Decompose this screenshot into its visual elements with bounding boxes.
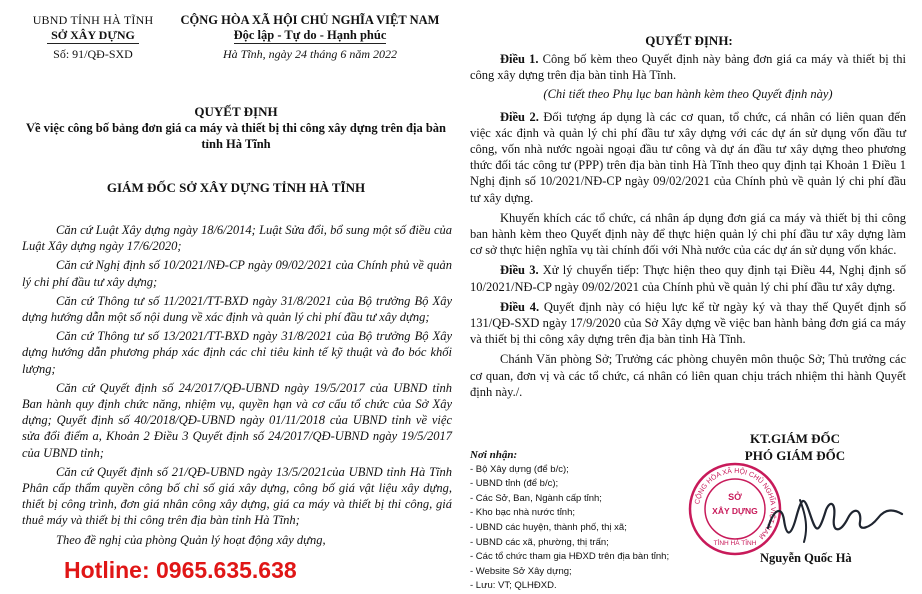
article-2-text: Đối tượng áp dụng là các cơ quan, tổ chức, cá nhân có liên quan đến việc xác định và quản lý chi phí đầu tư xây dựng với các dự án sử dụng vốn đầu tư công, vốn nhà nước ngoài ngoại đầu tư công và dự án đầu tư xây dựng theo phương thức đối tác công tư (PPP) trên địa bàn tỉnh Hà Tĩnh theo quy định tại Khoản 1 Điều 1 Nghị định số 10/2021/NĐ-CP ngày 09/02/2021 của Chính phủ về quản lý chi phí đầu tư xây dựng.: [470, 109, 906, 205]
article-2: [470, 109, 906, 206]
svg-text:XÂY DỰNG: XÂY DỰNG: [712, 506, 758, 516]
preamble-item: Căn cứ Luật Xây dựng ngày 18/6/2014; Luật Sửa đổi, bổ sung một số điều của Luật Xây dựng ngày 17/6/2020;: [22, 223, 452, 254]
decision-heading: QUYẾT ĐỊNH:: [645, 33, 733, 48]
articles: [470, 51, 906, 400]
article-4-text: Quyết định này có hiệu lực kể từ ngày ký và thay thế Quyết định số 131/QĐ-SXD ngày 17/9/2020 của Sở Xây dựng về việc ban hành bảng đơn giá ca máy và thiết bị thi công xây dựng trên địa bàn tỉnh Hà Tĩnh.: [470, 299, 906, 347]
header-number: Số: 91/QĐ-SXD: [53, 47, 133, 61]
header-nation: CỘNG HÒA XÃ HỘI CHỦ NGHĨA VIỆT NAM: [180, 13, 440, 27]
header-dept: SỞ XÂY DỰNG: [18, 28, 168, 44]
svg-text:SỞ: SỞ: [728, 492, 742, 502]
title-block: [18, 104, 454, 152]
recipient-item: - UBND tỉnh (để b/c);: [470, 478, 559, 490]
article-3-text: Xử lý chuyển tiếp: Thực hiện theo quy định tại Điều 44, Nghị định số 10/2021/NĐ-CP ngày 09/02/2021 của Chính phủ về quản lý chi phí đầu tư xây dựng.: [470, 263, 907, 294]
title-subject-line1: Về việc công bố bảng đơn giá ca máy và thiết bị thi công xây dựng trên địa bàn: [25, 121, 446, 135]
article-2-label: Điều 2.: [500, 109, 539, 124]
preamble-item: Theo đề nghị của phòng Quản lý hoạt động xây dựng,: [56, 532, 326, 547]
signature-line1: KT.GIÁM ĐỐC: [749, 431, 841, 446]
recipients-heading: Nơi nhận:: [470, 449, 518, 461]
recipient-item: - Kho bạc nhà nước tỉnh;: [470, 507, 576, 519]
article-1: [470, 51, 906, 83]
article-4-label: Điều 4.: [500, 299, 540, 314]
article-4: [470, 299, 906, 348]
header-motto: Độc lập - Tự do - Hạnh phúc: [233, 28, 387, 42]
article-3: [470, 262, 906, 294]
article-4-extra: Chánh Văn phòng Sở; Trưởng các phòng chuyên môn thuộc Sở; Thủ trưởng các cơ quan, đơn vị và các tổ chức, cá nhân có liên quan chịu trách nhiệm thi hành Quyết định này./.: [470, 352, 906, 399]
preamble-item: Căn cứ Thông tư số 11/2021/TT-BXD ngày 31/8/2021 của Bộ trưởng Bộ Xây dựng hướng dẫn một số nội dung về xác định và quản lý chi phí đầu tư xây dựng;: [22, 293, 452, 325]
signer-name: Nguyễn Quốc Hà: [760, 551, 852, 565]
recipient-item: - UBND các xã, phường, thị trấn;: [470, 536, 609, 548]
preamble: [22, 222, 452, 548]
signature-title: [695, 430, 895, 464]
handwritten-signature: [760, 488, 910, 548]
header-org: UBND TỈNH HÀ TĨNH: [32, 13, 154, 27]
svg-text:CỘNG HÒA XÃ HỘI CHỦ NGHĨA VIỆT: CỘNG HÒA XÃ HỘI CHỦ NGHĨA VIỆT NAM: [694, 467, 777, 540]
header-nation-block: [170, 13, 450, 62]
preamble-item: Căn cứ Quyết định số 21/QĐ-UBND ngày 13/5/2021của UBND tỉnh Hà Tĩnh Phân cấp thẩm quyền công bố chỉ số giá xây dựng, công bố giá vật liệu xây dựng, thiết bị công trình, đơn giá nhân công xây dựng, giá ca máy và thiết bị thi công, giá thuê máy và thiết bị thi công trên địa bàn tỉnh Hà Tĩnh;: [22, 464, 452, 528]
svg-text:TỈNH HÀ TĨNH: TỈNH HÀ TĨNH: [713, 540, 757, 547]
recipients: [470, 448, 680, 594]
hotline-text[interactable]: Hotline: 0965.635.638: [64, 557, 297, 583]
article-1-note: (Chi tiết theo Phụ lục ban hành kèm theo Quyết định này): [543, 87, 833, 102]
recipient-item: - UBND các huyện, thành phố, thị xã;: [470, 521, 627, 533]
article-2-extra: Khuyến khích các tổ chức, cá nhân áp dụng đơn giá ca máy và thiết bị thi công ban hành kèm theo Quyết định này để thực hiện quản lý chi phí đầu tư xây dựng làm cơ sở thực hiện nghĩa vụ tài chính đối với Nhà nước của các dự án sử dụng vốn khác.: [470, 210, 906, 258]
recipient-item: - Các Sở, Ban, Ngành cấp tỉnh;: [470, 492, 602, 504]
title-subject-line2: tỉnh Hà Tĩnh: [201, 137, 271, 151]
header-org-block: [18, 13, 168, 62]
article-1-label: Điều 1.: [500, 52, 539, 66]
recipient-item: - Các tổ chức tham gia HĐXD trên địa bàn tỉnh;: [470, 551, 670, 563]
preamble-item: Căn cứ Thông tư số 13/2021/TT-BXD ngày 31/8/2021 của Bộ trưởng Bộ Xây dựng hướng dẫn phương pháp xác định các chỉ tiêu kinh tế kỹ thuật và đo bóc khối lượng;: [22, 329, 452, 376]
article-1-text: Công bố kèm theo Quyết định này bảng đơn giá ca máy và thiết bị thi công xây dựng trên địa bàn tỉnh Hà Tĩnh.: [470, 52, 907, 83]
preamble-item: Căn cứ Quyết định số 24/2017/QĐ-UBND ngày 19/5/2017 của UBND tỉnh Ban hành quy định chức năng, nhiệm vụ, quyền hạn và cơ cấu tổ chức của Sở Xây dựng; Quyết định số 40/2018/QĐ-UBND ngày 01/11/2018 của UBND tỉnh về việc sửa đổi điểm a, Khoản 2 Điều 3 Quyết định số 24/2017/QĐ-UBND ngày 19/5/2017 của UBND tỉnh;: [22, 380, 452, 460]
title-kind: QUYẾT ĐỊNH: [194, 104, 278, 119]
recipient-item: - Website Sở Xây dựng;: [470, 565, 572, 577]
signature-line2: PHÓ GIÁM ĐỐC: [744, 448, 846, 463]
recipient-item: - Bộ Xây dựng (để b/c);: [470, 463, 569, 475]
signature-scribble-icon: [760, 488, 910, 548]
preamble-item: Căn cứ Nghị định số 10/2021/NĐ-CP ngày 09/02/2021 của Chính phủ về quản lý chi phí đầu tư xây dựng;: [22, 258, 452, 289]
recipient-item: - Lưu: VT; QLHĐXD.: [470, 580, 557, 592]
article-3-label: Điều 3.: [500, 263, 539, 278]
header-date: Hà Tĩnh, ngày 24 tháng 6 năm 2022: [223, 47, 397, 61]
issuer-heading: GIÁM ĐỐC SỞ XÂY DỰNG TỈNH HÀ TĨNH: [106, 180, 366, 195]
